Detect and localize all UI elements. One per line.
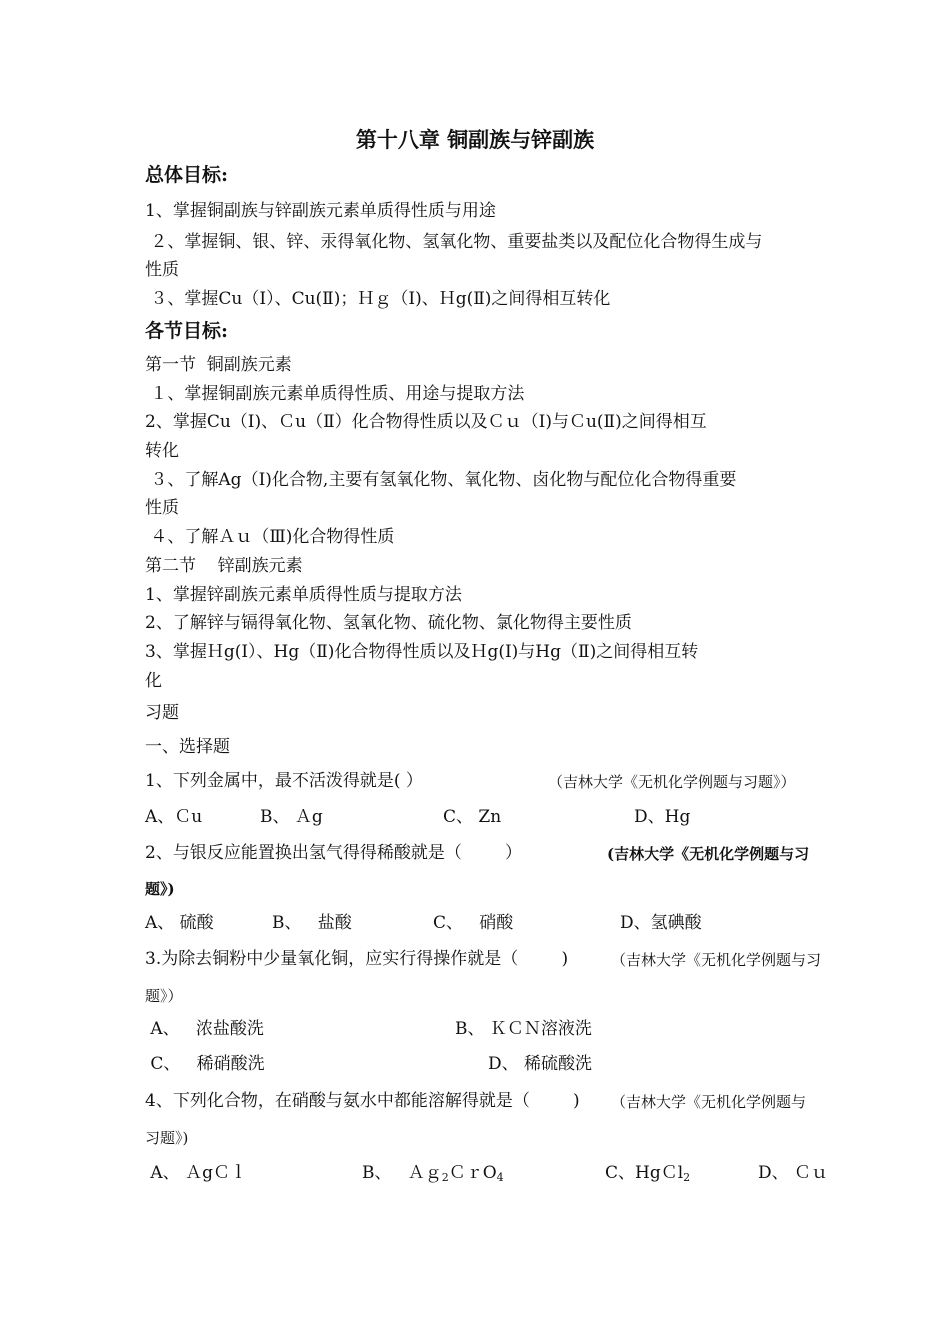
overall-goal-line: ２、掌握铜、银、锌、汞得氧化物、氢氧化物、重要盐类以及配位化合物得生成与	[145, 232, 763, 252]
question-4-option-c: C、HgＣl$_2$	[605, 1163, 691, 1184]
question-3-option-b: B、 ＫＣＮ溶液洗	[455, 1019, 592, 1039]
section2-title: 第二节 锌副族元素	[145, 556, 303, 576]
question-1-option-d: D、Hg	[634, 807, 691, 827]
exercises-label: 习题	[145, 703, 179, 723]
section2-line: 3、掌握Ｈg(Ⅰ）、Hg（Ⅱ)化合物得性质以及Ｈg(Ⅰ)与Hg（Ⅱ)之间得相互转	[145, 642, 699, 662]
overall-goals-heading: 总体目标:	[145, 164, 229, 186]
question-3-option-a: A、 浓盐酸洗	[145, 1019, 264, 1039]
section1-title: 第一节 铜副族元素	[145, 355, 292, 375]
question-2-option-c: C、 硝酸	[433, 913, 514, 933]
question-1-source: （吉林大学《无机化学例题与习题》）	[548, 773, 796, 791]
question-1-stem: 1、下列金属中，最不活泼得就是( ）	[145, 771, 423, 791]
question-1-option-b: B、 Ａg	[260, 807, 323, 827]
section1-line: ４、了解Ａｕ（Ⅲ)化合物得性质	[145, 527, 395, 547]
question-1-option-a: A、Ｃu	[145, 807, 203, 827]
question-4-option-a: A、 ＡgＣｌ	[145, 1163, 247, 1183]
overall-goal-line: 1、掌握铜副族与锌副族元素单质得性质与用途	[145, 201, 496, 221]
overall-goal-line: 性质	[145, 260, 179, 280]
question-4-option-d: D、 Ｃｕ	[758, 1163, 829, 1183]
section2-line: 化	[145, 671, 162, 691]
question-2-stem: 2、与银反应能置换出氢气得得稀酸就是（ ）	[145, 843, 523, 863]
section1-line: ３、了解Ag（Ⅰ)化合物,主要有氢氧化物、氧化物、卤化物与配位化合物得重要	[145, 470, 737, 490]
section2-line: 2、了解锌与镉得氧化物、氢氧化物、硫化物、氯化物得主要性质	[145, 613, 632, 633]
overall-goal-line: ３、掌握Cu（Ⅰ）、Cu(Ⅱ)；Ｈｇ（Ⅰ)、Ｈg(Ⅱ)之间得相互转化	[145, 289, 611, 309]
section1-line: 转化	[145, 441, 179, 461]
question-2-option-b: B、 盐酸	[272, 913, 352, 933]
question-4-stem: 4、下列化合物，在硝酸与氨水中都能溶解得就是（ )	[145, 1091, 580, 1111]
question-2-option-d: D、氢碘酸	[620, 913, 702, 933]
chapter-title: 第十八章 铜副族与锌副族	[355, 127, 595, 152]
question-3-source-cont: 题》）	[145, 987, 183, 1005]
question-3-option-d: D、 稀硫酸洗	[488, 1054, 593, 1074]
question-2-option-a: A、 硫酸	[145, 913, 214, 933]
section2-line: 1、掌握锌副族元素单质得性质与提取方法	[145, 585, 462, 605]
question-4-source-cont: 习题》)	[145, 1129, 189, 1147]
question-4-source: （吉林大学《无机化学例题与	[611, 1093, 807, 1111]
section1-line: 性质	[145, 498, 179, 518]
section1-line: １、掌握铜副族元素单质得性质、用途与提取方法	[145, 384, 525, 404]
question-3-option-c: C、 稀硝酸洗	[145, 1054, 265, 1074]
question-2-source-cont: 题》)	[145, 880, 175, 898]
question-2-source: (吉林大学《无机化学例题与习	[607, 845, 810, 863]
question-3-stem: 3.为除去铜粉中少量氧化铜，应实行得操作就是（ )	[145, 949, 569, 969]
section-goals-heading: 各节目标:	[145, 320, 229, 342]
choice-section-label: 一、选择题	[145, 737, 230, 757]
section1-line: 2、掌握Cu（Ⅰ)、Ｃu（Ⅱ）化合物得性质以及Ｃｕ（Ⅰ)与Ｃu(Ⅱ)之间得相互	[145, 412, 707, 432]
question-4-option-b: B、 Ａｇ$_2$ＣｒO$_4$	[362, 1163, 504, 1184]
question-3-source: （吉林大学《无机化学例题与习	[611, 951, 822, 969]
question-1-option-c: C、 Zn	[443, 807, 502, 827]
